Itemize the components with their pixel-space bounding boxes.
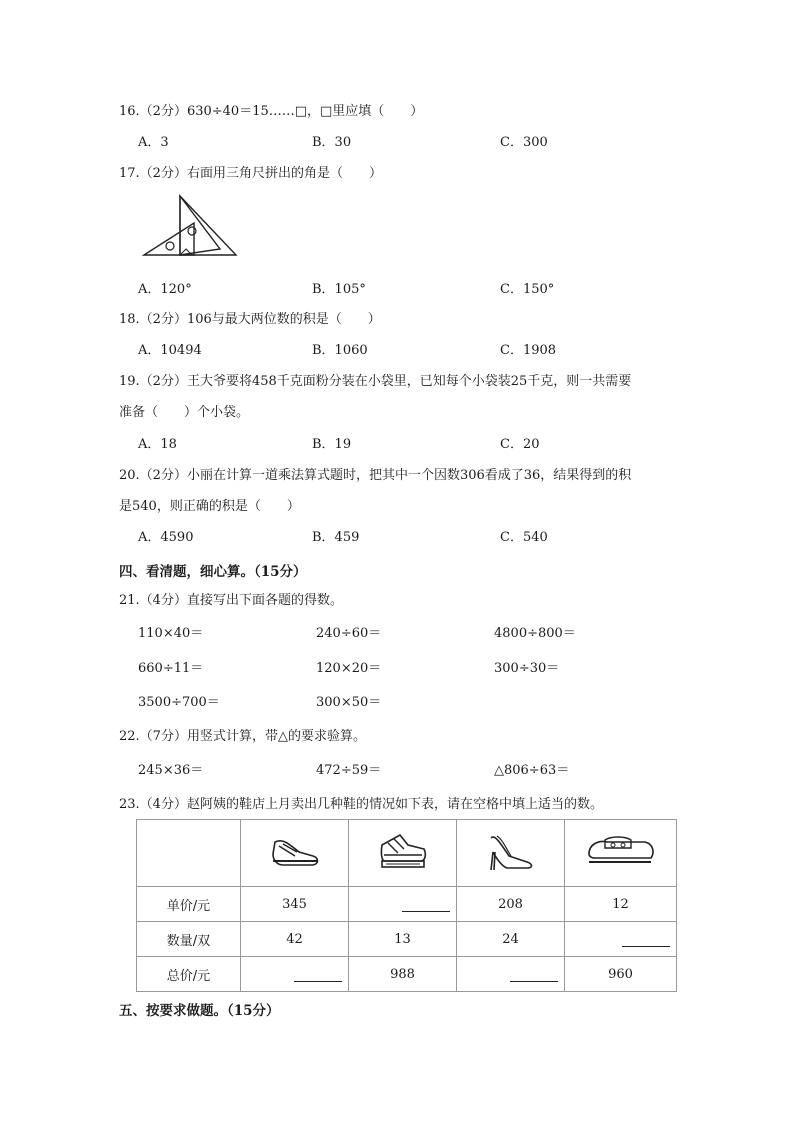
- table-row: [137, 820, 677, 887]
- q19-option-b[interactable]: B．19: [312, 437, 352, 452]
- sneaker-icon: [378, 829, 428, 873]
- question-20-stem-line1: 20.（2分）小丽在计算一道乘法算式题时，把其中一个因数306看成了36，结果得到的积: [119, 468, 632, 483]
- q22-item: 245×36＝: [138, 763, 204, 778]
- q17-option-a[interactable]: A．120°: [138, 282, 192, 297]
- q21-item: 240÷60＝: [316, 626, 382, 641]
- empty-header-cell: [137, 820, 241, 887]
- total-cell: 988: [349, 957, 457, 992]
- answer-blank[interactable]: [294, 969, 342, 982]
- q21-item: 120×20＝: [316, 661, 382, 676]
- table-row: [137, 887, 677, 922]
- table-row: [137, 957, 677, 992]
- total-blank-cell[interactable]: [457, 957, 565, 992]
- unit-price-cell: 345: [241, 887, 349, 922]
- q20-option-b[interactable]: B．459: [312, 530, 360, 545]
- q21-item: 660÷11＝: [138, 661, 204, 676]
- q21-item: 300÷30＝: [494, 661, 560, 676]
- quantity-cell: 24: [457, 922, 565, 957]
- row-label-unit-price: 单价/元: [137, 887, 241, 922]
- loafer-shoe-icon: [269, 834, 321, 868]
- unit-price-cell: 208: [457, 887, 565, 922]
- q21-item: 300×50＝: [316, 695, 382, 710]
- question-23-stem: 23.（4分）赵阿姨的鞋店上月卖出几种鞋的情况如下表，请在空格中填上适当的数。: [119, 797, 603, 812]
- row-label-total: 总价/元: [137, 957, 241, 992]
- section-4-title: 四、看清题，细心算。（15分）: [119, 564, 307, 580]
- q18-option-c[interactable]: C．1908: [500, 343, 557, 358]
- q20-option-c[interactable]: C．540: [500, 530, 548, 545]
- section-5-title: 五、按要求做题。（15分）: [119, 1003, 280, 1019]
- slipper-icon: [585, 834, 657, 868]
- high-heel-icon: [485, 830, 537, 872]
- question-21-stem: 21.（4分）直接写出下面各题的得数。: [119, 593, 343, 608]
- unit-price-cell: 12: [565, 887, 677, 922]
- q16-option-c[interactable]: C．300: [500, 135, 548, 150]
- question-22-stem: 22.（7分）用竖式计算，带△的要求验算。: [119, 729, 366, 744]
- q18-option-a[interactable]: A．10494: [138, 343, 202, 358]
- table-row: [137, 922, 677, 957]
- question-16-stem: 16.（2分）630÷40＝15……□，□里应填（ ）: [119, 104, 424, 119]
- shoe-sales-table: [136, 819, 677, 992]
- total-cell: 960: [565, 957, 677, 992]
- q16-option-a[interactable]: A．3: [138, 135, 169, 150]
- answer-blank[interactable]: [402, 899, 450, 912]
- triangle-ruler-angle-figure: [138, 193, 238, 263]
- question-19-stem-line1: 19.（2分）王大爷要将458千克面粉分装在小袋里，已知每个小袋装25千克，则一共需要: [119, 374, 632, 389]
- question-20-stem-line2: 是540，则正确的积是（ ）: [119, 499, 300, 514]
- question-18-stem: 18.（2分）106与最大两位数的积是（ ）: [119, 312, 381, 327]
- answer-blank[interactable]: [510, 969, 558, 982]
- answer-blank[interactable]: [622, 934, 670, 947]
- quantity-cell: 13: [349, 922, 457, 957]
- unit-price-blank-cell[interactable]: [349, 887, 457, 922]
- q18-option-b[interactable]: B．1060: [312, 343, 368, 358]
- quantity-cell: 42: [241, 922, 349, 957]
- q22-item: 472÷59＝: [316, 763, 382, 778]
- q21-item: 3500÷700＝: [138, 695, 220, 710]
- q17-option-b[interactable]: B．105°: [312, 282, 366, 297]
- q22-item: △806÷63＝: [494, 763, 570, 778]
- question-17-stem: 17.（2分）右面用三角尺拼出的角是（ ）: [119, 166, 382, 181]
- total-blank-cell[interactable]: [241, 957, 349, 992]
- q16-option-b[interactable]: B．30: [312, 135, 352, 150]
- row-label-quantity: 数量/双: [137, 922, 241, 957]
- quantity-blank-cell[interactable]: [565, 922, 677, 957]
- q17-option-c[interactable]: C．150°: [500, 282, 555, 297]
- q20-option-a[interactable]: A．4590: [138, 530, 194, 545]
- q21-item: 4800÷800＝: [494, 626, 576, 641]
- question-19-stem-line2: 准备（ ）个小袋。: [119, 405, 250, 420]
- q21-item: 110×40＝: [138, 626, 204, 641]
- q19-option-c[interactable]: C．20: [500, 437, 540, 452]
- q19-option-a[interactable]: A．18: [138, 437, 177, 452]
